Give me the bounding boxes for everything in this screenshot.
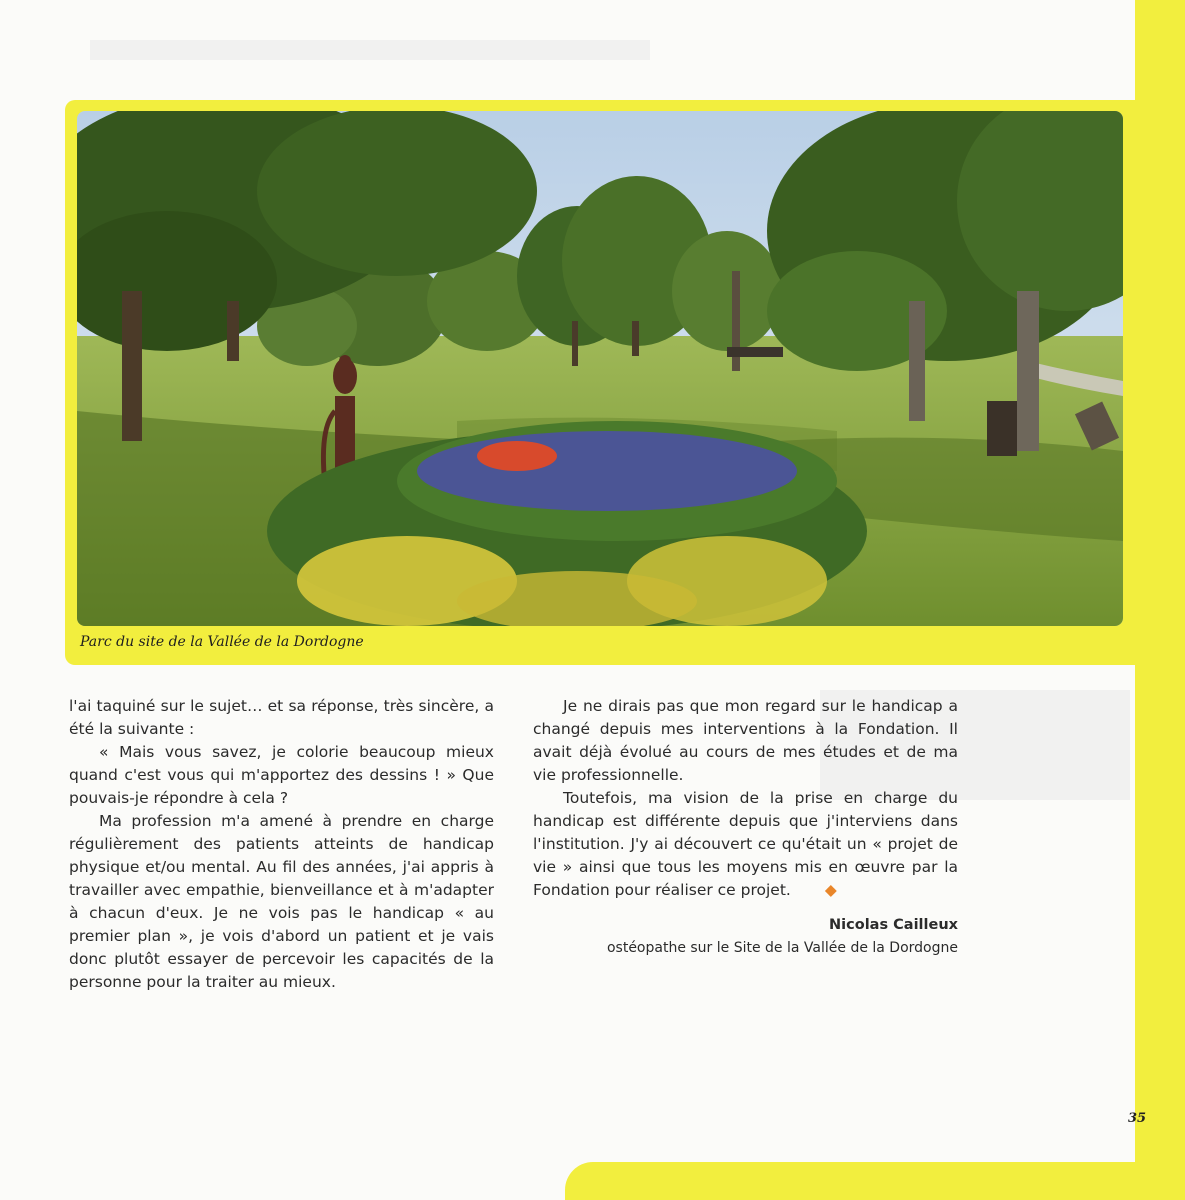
paragraph-text: Toutefois, ma vision de la prise en charge du handicap est différente depuis que j'interviens dans l'institution. J'y ai découvert ce qu'était un « projet de vie » ainsi que tous les moyens mis en œuvre par la Fondation pour réaliser ce projet. (533, 789, 958, 899)
park-illustration (77, 111, 1123, 626)
paragraph: « Mais vous savez, je colorie beaucoup mieux quand c'est vous qui m'apportez des dessins ! » Que pouvais-je répondre à cela ? (69, 743, 494, 807)
signature-role: ostéopathe sur le Site de la Vallée de la Dordogne (606, 940, 958, 956)
paragraph: l'ai taquiné sur le sujet… et sa réponse, très sincère, a été la suivante : (69, 697, 494, 738)
yellow-margin-band (1135, 0, 1185, 1200)
article-left-column (69, 695, 494, 994)
bench (727, 347, 783, 357)
photo-caption: Parc du site de la Vallée de la Dordogne (80, 634, 364, 650)
signature-name: Nicolas Cailleux (829, 917, 958, 933)
article-right-column (533, 695, 958, 960)
paragraph: Je ne dirais pas que mon regard sur le handicap a changé depuis mes interventions à la Fondation. Il avait déjà évolué au cours de mes études et de ma vie professionnelle. (533, 697, 958, 784)
page-number: 35 (1128, 1111, 1147, 1126)
trash-bin (987, 401, 1017, 456)
end-mark-icon: ◆ (824, 881, 837, 899)
park-photo (77, 111, 1123, 626)
paragraph (533, 787, 958, 902)
paragraph: Ma profession m'a amené à prendre en charge régulièrement des patients atteints de handicap physique et/ou mental. Au fil des années, j'ai appris à travailler avec empathie, bienveillance et à m'adapter à chacun d'eux. Je ne vois pas le handicap « au premier plan », je vois d'abord un patient et je vais donc plutôt essayer de percevoir les capacités de la personne pour la traiter au mieux. (69, 812, 494, 991)
show-through-block (90, 40, 650, 60)
yellow-bottom-band (565, 1162, 1185, 1200)
